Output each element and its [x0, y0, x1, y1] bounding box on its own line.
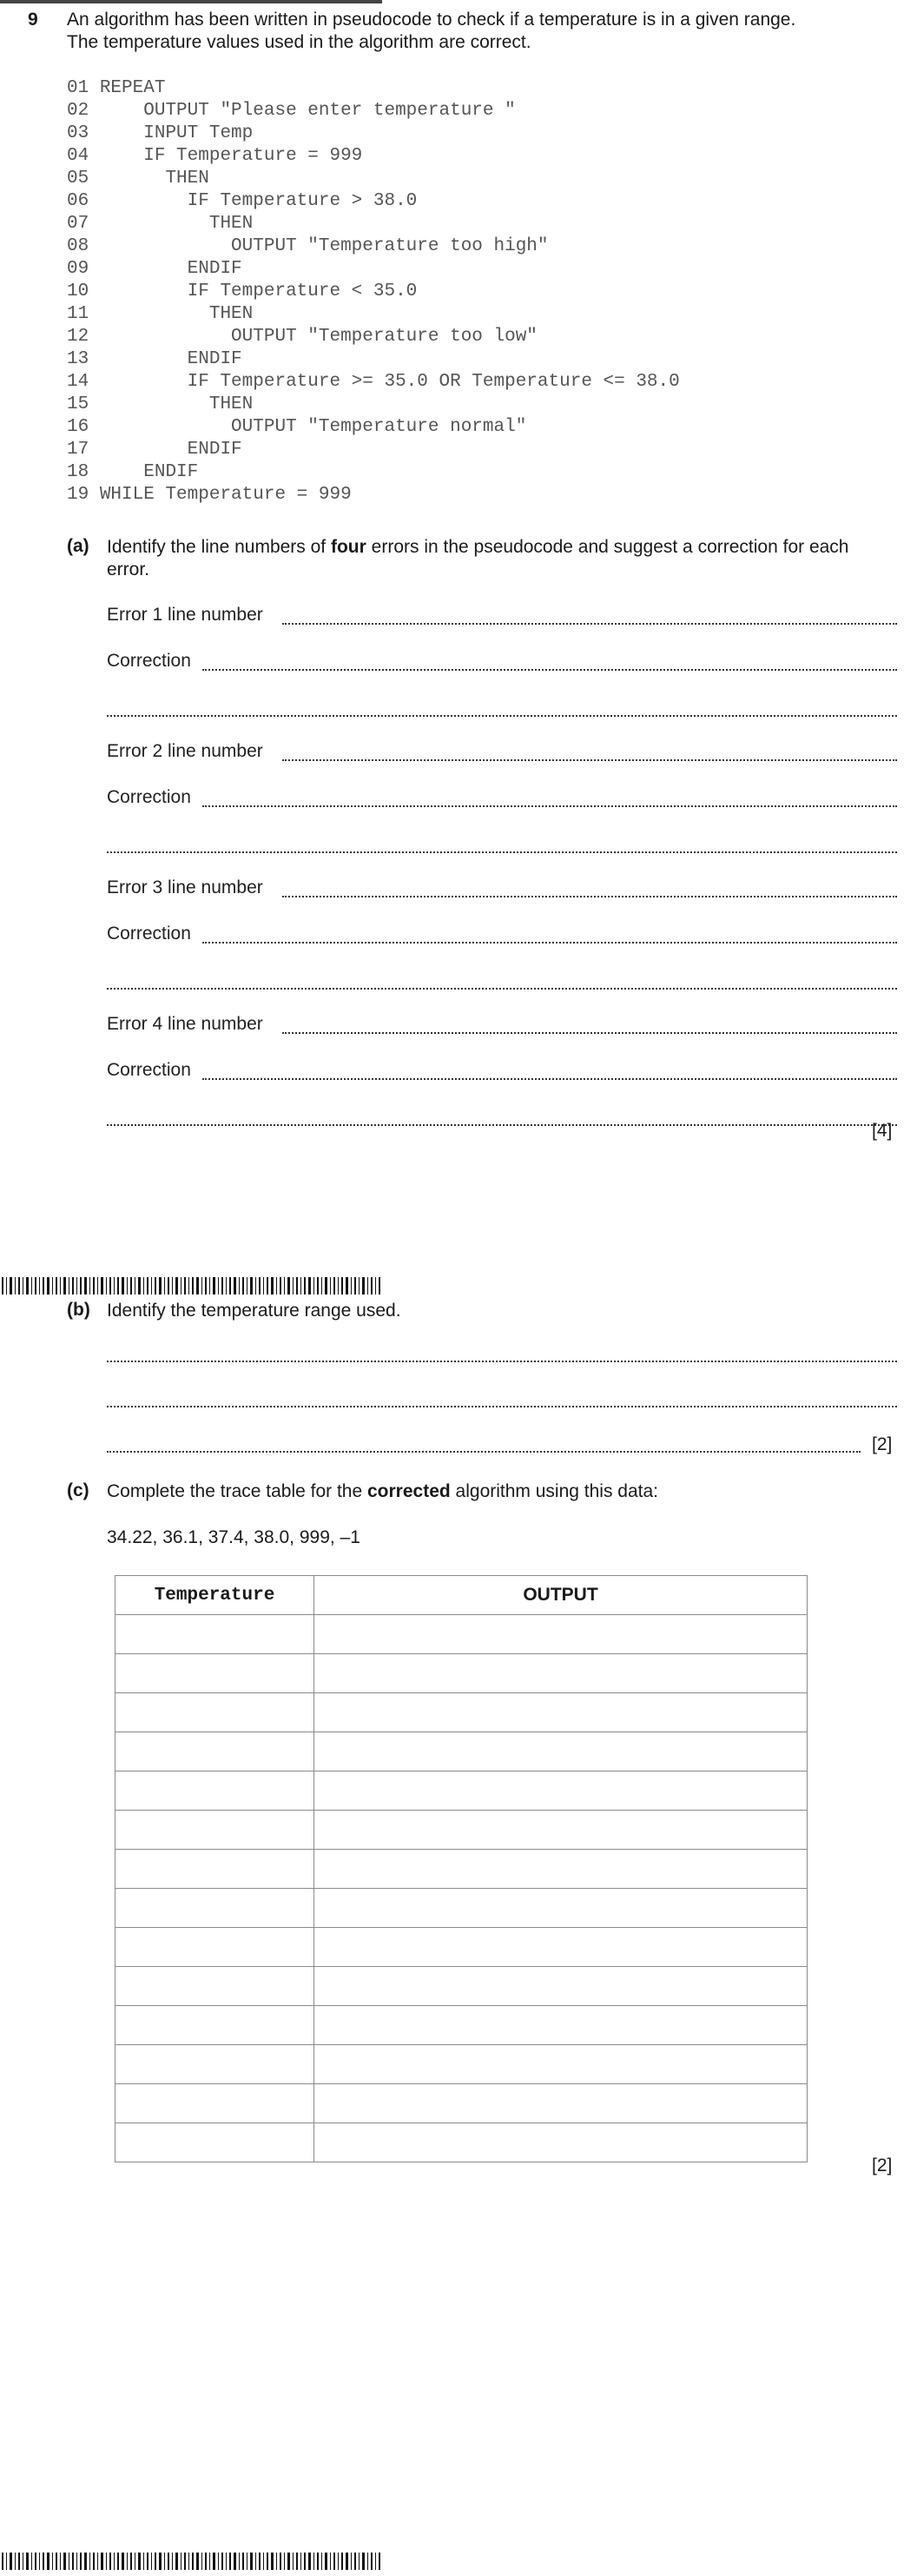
part-c-marks: [2]: [872, 2155, 893, 2175]
code-line: 06 IF Temperature > 38.0: [67, 191, 418, 211]
correction3-answer-line[interactable]: [202, 942, 897, 944]
code-line: 18 ENDIF: [67, 462, 199, 482]
temperature-cell[interactable]: [115, 1654, 314, 1693]
code-line: 17 ENDIF: [67, 440, 242, 460]
temperature-cell[interactable]: [115, 2084, 314, 2123]
header-strip: [0, 0, 382, 5]
table-row: [115, 2123, 808, 2162]
code-line: 13 ENDIF: [67, 349, 242, 369]
correction2-answer-line[interactable]: [202, 805, 897, 807]
code-line: 03 INPUT Temp: [67, 123, 254, 143]
output-cell[interactable]: [314, 2084, 808, 2123]
question-intro-line1: An algorithm has been written in pseudocode to check if a temperature is in a given range.: [67, 10, 796, 30]
pseudocode-block: [67, 77, 680, 507]
code-line: 08 OUTPUT "Temperature too high": [67, 236, 549, 256]
part-c-label: (c): [67, 1480, 89, 1500]
output-cell[interactable]: [314, 1654, 808, 1693]
output-cell[interactable]: [314, 1889, 808, 1928]
error1-answer-line[interactable]: [282, 623, 897, 625]
temperature-cell[interactable]: [115, 1615, 314, 1654]
error1-label: Error 1 line number: [107, 605, 263, 625]
output-cell[interactable]: [314, 1850, 808, 1889]
code-line: 11 THEN: [67, 304, 254, 324]
table-row: [115, 1889, 808, 1928]
output-cell[interactable]: [314, 2123, 808, 2162]
table-row: [115, 1693, 808, 1732]
temperature-cell[interactable]: [115, 1771, 314, 1811]
output-cell[interactable]: [314, 1967, 808, 2006]
table-row: [115, 1615, 808, 1654]
output-cell[interactable]: [314, 2006, 808, 2045]
correction2-label: Correction: [107, 787, 191, 807]
output-cell[interactable]: [314, 1771, 808, 1811]
code-line: 15 THEN: [67, 394, 254, 414]
table-row: [115, 1967, 808, 2006]
error2-label: Error 2 line number: [107, 741, 263, 761]
temperature-cell[interactable]: [115, 1850, 314, 1889]
question-number: 9: [28, 10, 38, 30]
code-line: 02 OUTPUT "Please enter temperature ": [67, 101, 516, 121]
table-row: [115, 2045, 808, 2084]
code-line: 12 OUTPUT "Temperature too low": [67, 327, 538, 347]
part-b-answer-line-2[interactable]: [107, 1406, 897, 1407]
error4-label: Error 4 line number: [107, 1014, 263, 1034]
part-a-label: (a): [67, 536, 89, 556]
code-line: 10 IF Temperature < 35.0: [67, 281, 418, 301]
temperature-cell[interactable]: [115, 1811, 314, 1850]
error3-label: Error 3 line number: [107, 877, 263, 897]
code-line: 07 THEN: [67, 214, 254, 234]
correction1-label: Correction: [107, 651, 191, 671]
part-a-text-line2: error.: [107, 560, 150, 579]
code-line: 14 IF Temperature >= 35.0 OR Temperature <= 38.0: [67, 372, 680, 392]
correction4-answer-line[interactable]: [202, 1078, 897, 1080]
correction1-answer-line[interactable]: [202, 669, 897, 671]
code-line: 16 OUTPUT "Temperature normal": [67, 417, 527, 437]
output-cell[interactable]: [314, 1928, 808, 1967]
barcode: [0, 1277, 382, 1295]
temperature-cell[interactable]: [115, 1889, 314, 1928]
table-row: [115, 1732, 808, 1771]
trace-table: [115, 1575, 808, 2162]
correction2-answer-line-2[interactable]: [107, 851, 897, 853]
trace-table-header: [115, 1576, 808, 1615]
temperature-cell[interactable]: [115, 1732, 314, 1771]
part-a-text-line1: Identify the line numbers of four errors in the pseudocode and suggest a correction for each: [107, 537, 849, 557]
code-line: 09 ENDIF: [67, 259, 242, 279]
barcode: [0, 2553, 382, 2570]
part-b-answer-line-1[interactable]: [107, 1361, 897, 1362]
column-header-output: OUTPUT: [314, 1576, 808, 1615]
temperature-cell[interactable]: [115, 1928, 314, 1967]
part-a-marks: [4]: [872, 1121, 893, 1141]
question-intro-line2: The temperature values used in the algorithm are correct.: [67, 32, 531, 52]
temperature-cell[interactable]: [115, 1967, 314, 2006]
error4-answer-line[interactable]: [282, 1032, 897, 1034]
correction4-label: Correction: [107, 1060, 191, 1080]
temperature-cell[interactable]: [115, 2045, 314, 2084]
temperature-cell[interactable]: [115, 1693, 314, 1732]
table-row: [115, 2084, 808, 2123]
output-cell[interactable]: [314, 1811, 808, 1850]
output-cell[interactable]: [314, 1693, 808, 1732]
table-row: [115, 1850, 808, 1889]
temperature-cell[interactable]: [115, 2006, 314, 2045]
part-c-text: Complete the trace table for the corrected algorithm using this data:: [107, 1481, 659, 1501]
part-b-text: Identify the temperature range used.: [107, 1301, 401, 1321]
code-line: 05 THEN: [67, 169, 209, 189]
table-row: [115, 1771, 808, 1811]
table-row: [115, 1811, 808, 1850]
error2-answer-line[interactable]: [282, 759, 897, 761]
code-line: 01 REPEAT: [67, 78, 166, 98]
code-line: 19 WHILE Temperature = 999: [67, 485, 352, 505]
error3-answer-line[interactable]: [282, 896, 897, 897]
correction3-answer-line-2[interactable]: [107, 988, 897, 990]
correction4-answer-line-2[interactable]: [107, 1124, 897, 1126]
table-row: [115, 1928, 808, 1967]
temperature-cell[interactable]: [115, 2123, 314, 2162]
column-header-temperature: Temperature: [115, 1576, 314, 1615]
part-b-label: (b): [67, 1300, 90, 1320]
correction1-answer-line-2[interactable]: [107, 715, 897, 717]
code-line: 04 IF Temperature = 999: [67, 146, 363, 166]
table-row: [115, 1654, 808, 1693]
table-row: [115, 2006, 808, 2045]
output-cell[interactable]: [314, 1615, 808, 1654]
output-cell[interactable]: [314, 1732, 808, 1771]
part-b-answer-line-3[interactable]: [107, 1451, 861, 1453]
output-cell[interactable]: [314, 2045, 808, 2084]
part-b-marks: [2]: [872, 1434, 893, 1454]
part-c-data: 34.22, 36.1, 37.4, 38.0, 999, –1: [107, 1527, 360, 1547]
correction3-label: Correction: [107, 924, 191, 944]
